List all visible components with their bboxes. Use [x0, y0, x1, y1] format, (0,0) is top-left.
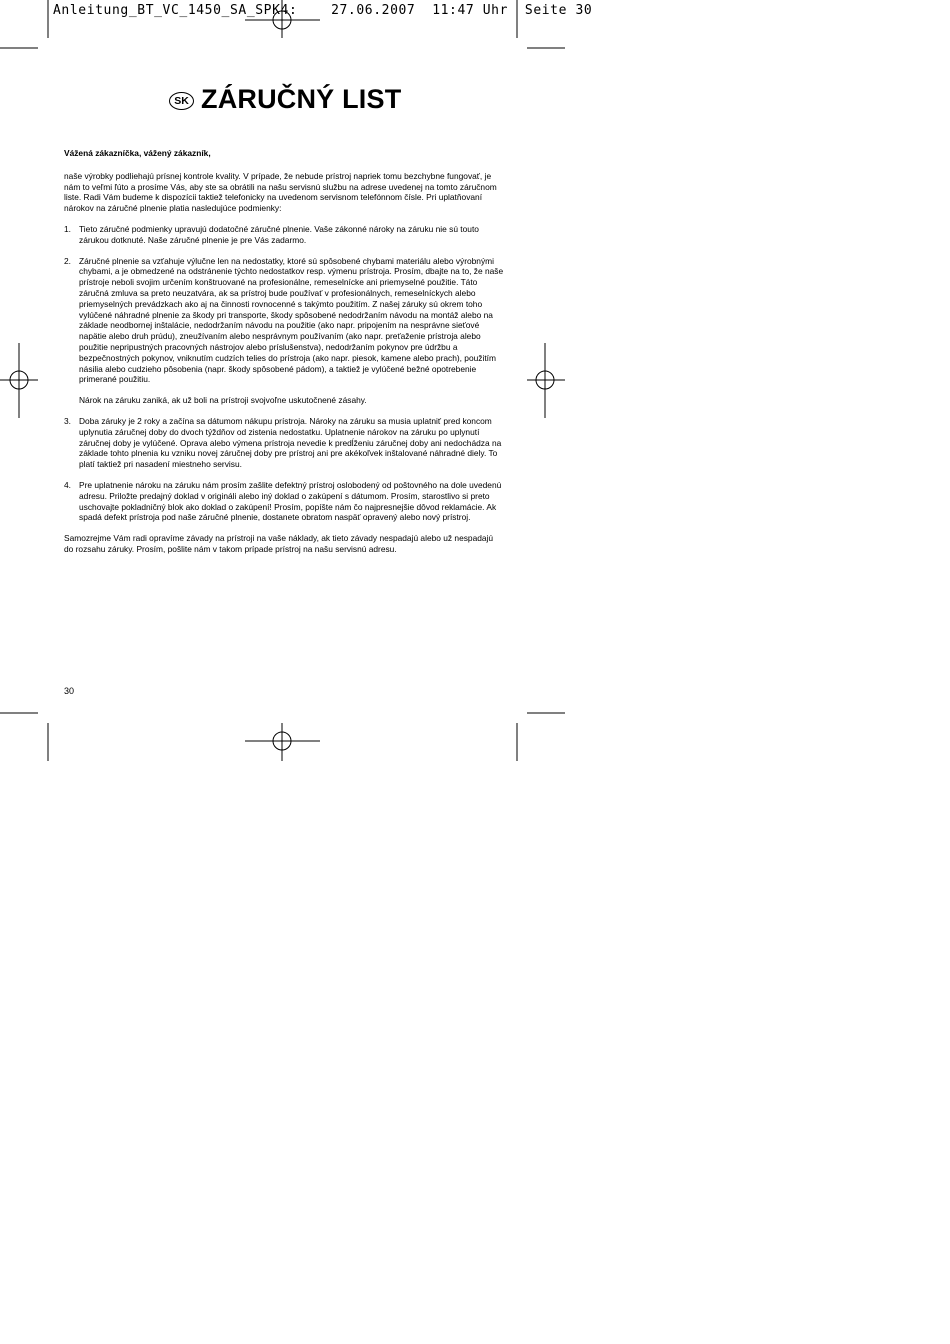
list-item [64, 256, 504, 406]
list-item [64, 480, 504, 523]
registration-mark-left [0, 343, 38, 418]
language-badge: SK [169, 92, 194, 110]
list-item-number: 1. [64, 223, 71, 234]
closing-paragraph: Samozrejme Vám radi opravíme závady na prístroji na vaše náklady, ak tieto závady nespadajú alebo už nespadajú do rozsahu záruky. Prosím, pošlite nám v takom prípade prístroj na našu servisnú adresu. [64, 533, 494, 554]
list-item-text: Doba záruky je 2 roky a začína sa dátumom nákupu prístroja. Nároky na záruku sa musia uplatniť pred koncom uplynutia záručnej doby do dvoch týždňov od zistenia nedostatku. Uplatnenie nárokov na záruku po uplynutí záručnej doby je vylúčené. Oprava alebo výmena prístroja nevedie k predĺženiu záručnej doby ani nedochádza na základe tohto plnenia ku vzniku novej záručnej doby pre prístroj ani pre akékoľvek inštalované náhradné diely. To platí taktiež pri nasadení miestneho servisu. [79, 415, 502, 470]
list-item-note: Nárok na záruku zaniká, ak už boli na prístroji svojvoľne uskutočnené zásahy. [79, 395, 367, 406]
registration-mark-right [527, 343, 565, 418]
list-item-text: Pre uplatnenie nároku na záruku nám prosím zašlite defektný prístroj oslobodený od poštovného na dole uvedenú adresu. Priložte predajný doklad v origináli alebo iný doklad o zakúpení s dátumom. Prosím, starostlivo si preto uschovajte pokladničný blok ako doklad o zakúpení! Prosím, popíšte nám čo najpresnejšie dôvod reklamácie. Ak spadá defekt prístroja pod naše záručné plnenie, dostanete obratom naspäť opravený alebo nový prístroj. [79, 479, 502, 523]
list-item-text: Záručné plnenie sa vzťahuje výlučne len na nedostatky, ktoré sú spôsobené chybami materiálu alebo výrobnými chybami, a je obmedzené na odstránenie týchto nedostatkov resp. výmenu prístroja. Prosím, dbajte na to, že naše prístroje neboli svojim určením konštruované na profesionálne, remeselnícke ani priemyselné použitie. Táto záručná zmluva sa preto neuzatvára, ak sa prístroj bude používať v profesionálnych, remeselníckych alebo priemyselných prevádzkach ako aj na činnosti rovnocenné s takýmto použitím. Z našej záruky sú okrem toho vylúčené náhradné plnenie za škody pri transporte, škody spôsobené nedodržaním návodu na montáž alebo na základe neodbornej inštalácie, nedodržaním návodu na použitie (ako napr. pripojením na nesprávne sieťové napätie alebo druh prúdu), zneužívaním alebo nesprávnym používaním (ako napr. preťaženie prístroja alebo použitie nepripustných pracovných nástrojov alebo príslušenstva), nedodržaním pokynov pre údržbu a bezpečnostných pokynov, vniknutím cudzích telies do prístroja (ako napr. piesok, kamene alebo prach), použitím násilia alebo cudzieho pôsobenia (napr. škody spôsobené pádom), a taktiež je vylúčené bežné opotrebenie primerané použitiu. [79, 255, 504, 385]
title-block [169, 84, 401, 115]
list-item-number: 3. [64, 415, 71, 426]
page-number: 30 [64, 686, 75, 696]
list-item-number: 2. [64, 255, 71, 266]
page-title: ZÁRUČNÝ LIST [201, 84, 402, 114]
document-body [64, 148, 504, 565]
print-slug: Anleitung_BT_VC_1450_SA_SPK4: 27.06.2007 11:47 Uhr Seite 30 [53, 3, 593, 18]
list-item-text: Tieto záručné podmienky upravujú dodatočné záručné plnenie. Vaše zákonné nároky na záruku nie sú touto zárukou dotknuté. Naše záručné plnenie je pre Vás zadarmo. [79, 223, 479, 245]
salutation: Vážená zákazníčka, vážený zákazník, [64, 148, 211, 158]
list-item [64, 416, 504, 470]
list-item-number: 4. [64, 479, 71, 490]
registration-mark-bottom [245, 723, 320, 761]
intro-paragraph: naše výrobky podliehajú prísnej kontrole kvality. V prípade, že nebude prístroj napriek tomu bezchybne fungovať, je nám to veľmi ľúto a prosíme Vás, aby ste sa obrátili na našu servisnú službu na adrese uvedenej na tomto záručnom liste. Radi Vám budeme k dispozícii taktiež telefonicky na uvedenom servisnom telefónnom čísle. Pri uplatňovaní nárokov na záručné plnenie platia nasledujúce podmienky: [64, 170, 497, 214]
list-item [64, 224, 504, 246]
